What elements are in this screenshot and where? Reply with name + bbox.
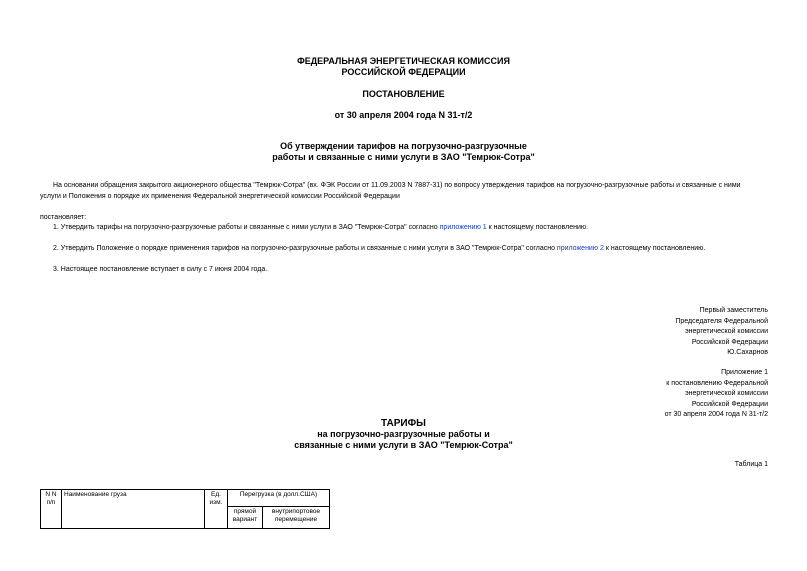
col-header-transship: Перегрузка (в долл.США) <box>228 490 330 507</box>
col-header-internal: внутрипортовое перемещение <box>263 507 330 529</box>
signature-line3: энергетической комиссии <box>685 328 768 335</box>
signature-line4: Российской Федерации <box>691 338 768 346</box>
col-header-direct: прямой вариант <box>228 507 263 529</box>
appendix-line4: Российской Федерации <box>691 400 768 408</box>
appendix-line1: Приложение 1 <box>721 369 768 376</box>
table-label: Таблица 1 <box>734 461 768 468</box>
doc-type: ПОСТАНОВЛЕНИЕ <box>362 89 445 99</box>
signature-line2: Председателя Федеральной <box>675 317 768 325</box>
preamble-line1: На основании обращения закрытого акционерного общества "Темрюк-Сотра" (вх. ФЭК России от 11.09.2003 N 7887-31) по вопросу утверждения тарифов на погрузочно-разгрузочные работы и связанные с ними <box>53 182 741 189</box>
item-1-text: 1. Утвердить тарифы на погрузочно-разгрузочные работы и связанные с ними услуги в ЗАО "Темрюк-Сотра" согласно <box>53 224 440 231</box>
signature-block <box>675 306 768 359</box>
appendix-2-link[interactable]: приложению 2 <box>556 245 604 252</box>
item-1-tail: к настоящему постановлению. <box>486 224 589 231</box>
col-header-name: Наименование груза <box>62 490 205 529</box>
tariff-table <box>40 489 330 529</box>
item-2-tail: к настоящему постановлению. <box>603 245 706 252</box>
preamble-line2: услуги и Положения о порядке их применения Федеральной энергетической комиссии Российской Федерации <box>40 193 400 200</box>
appendix-1-link[interactable]: приложению 1 <box>439 224 487 231</box>
col-header-num: N N п/п <box>41 490 62 529</box>
col-header-unit: Ед. изм. <box>205 490 228 529</box>
tariffs-subtitle-line1: на погрузочно-разгрузочные работы и <box>317 429 490 439</box>
signature-line1: Первый заместитель <box>699 307 768 314</box>
signature-name: Ю.Сахарнов <box>727 349 768 356</box>
item-2 <box>53 244 705 254</box>
org-name-line1: ФЕДЕРАЛЬНАЯ ЭНЕРГЕТИЧЕСКАЯ КОМИССИЯ <box>297 56 510 66</box>
doc-title-line1: Об утверждении тарифов на погрузочно-разгрузочные <box>280 141 527 151</box>
appendix-line2: к постановлению Федеральной <box>666 379 768 387</box>
item-3: 3. Настоящее постановление вступает в силу с 7 июня 2004 года. <box>53 266 268 273</box>
appendix-line5: от 30 апреля 2004 года N 31-т/2 <box>664 411 768 418</box>
tariffs-subtitle-line2: связанные с ними услуги в ЗАО "Темрюк-Сотра" <box>294 440 513 450</box>
doc-title-line2: работы и связанные с ними услуги в ЗАО "Темрюк-Сотра" <box>272 152 535 162</box>
doc-date-number: от 30 апреля 2004 года N 31-т/2 <box>334 110 473 120</box>
tariffs-title: ТАРИФЫ <box>381 418 426 429</box>
appendix-line3: энергетической комиссии <box>685 390 768 397</box>
org-name-line2: РОССИЙСКОЙ ФЕДЕРАЦИИ <box>341 67 466 77</box>
item-2-text: 2. Утвердить Положение о порядке применения тарифов на погрузочно-разгрузочные работы и связанные с ними услуги в ЗАО "Темрюк-Сотра" согласно <box>53 245 557 252</box>
appendix-header <box>665 368 768 421</box>
resolves-label: постановляет: <box>40 214 87 221</box>
item-1 <box>53 223 588 233</box>
